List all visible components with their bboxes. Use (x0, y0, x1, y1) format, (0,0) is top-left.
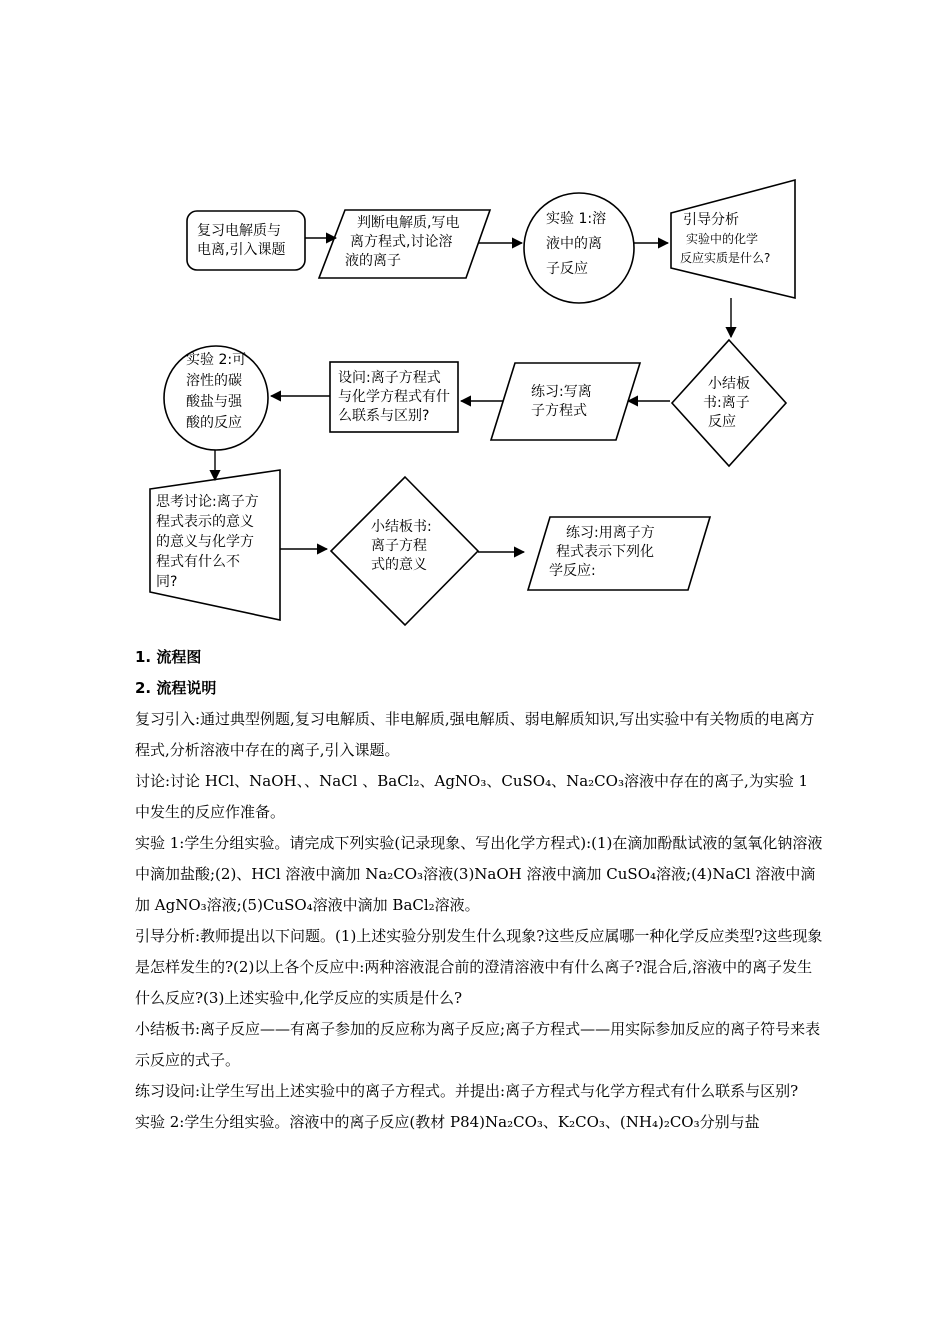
svg-text:实验 1:溶液中的离子反应: 实验 1:溶液中的离子反应 (546, 211, 607, 277)
paragraph-experiment-1: 实验 1:学生分组实验。请完成下列实验(记录现象、写出化学方程式):(1)在滴加酚酞试液的氢氧化钠溶液中滴加盐酸;(2)、HCl 溶液中滴加 Na₂CO₃溶液(3)NaOH 溶液中滴加 CuSO₄溶液;(4)NaCl 溶液中滴加 AgNO₃溶液;(5)CuSO₄溶液中滴加 BaCl₂溶液。 (135, 834, 823, 914)
node-discuss (150, 470, 280, 620)
node-practice1 (491, 363, 640, 440)
svg-text:复习电解质与电离,引入课题: 复习电解质与电离,引入课题 (197, 223, 286, 258)
svg-text:小结板书:离子反应: 小结板书:离子反应 (703, 376, 750, 430)
document-body (135, 642, 825, 1138)
paragraph-review-intro: 复习引入:通过典型例题,复习电解质、非电解质,强电解质、弱电解质知识,写出实验中有关物质的电离方程式,分析溶液中存在的离子,引入课题。 (135, 710, 815, 759)
svg-text:练习:用离子方程式表示下列化学反应:: 练习:用离子方程式表示下列化学反应: (549, 525, 655, 579)
svg-text:引导分析实验中的化学反应实质是什么?: 引导分析实验中的化学反应实质是什么? (680, 212, 771, 265)
node-review (187, 211, 305, 270)
heading-flowchart: 1. 流程图 (135, 648, 202, 666)
svg-text:思考讨论:离子方程式表示的意义的意义与化学方程式有什么不同?: 思考讨论:离子方程式表示的意义的意义与化学方程式有什么不同? (156, 494, 259, 590)
heading-flow-description: 2. 流程说明 (135, 679, 217, 697)
node-exp1 (524, 193, 634, 303)
node-question (330, 362, 458, 432)
node-practice2 (528, 517, 710, 590)
node-summary1 (672, 340, 786, 466)
paragraph-practice-question: 练习设问:让学生写出上述实验中的离子方程式。并提出:离子方程式与化学方程式有什么联系与区别? (135, 1082, 799, 1100)
node-exp2 (164, 346, 268, 450)
svg-text:练习:写离子方程式: 练习:写离子方程式 (531, 384, 592, 419)
flowchart-diagram (0, 0, 950, 640)
svg-text:判断电解质,写电离方程式,讨论溶液的离子: 判断电解质,写电离方程式,讨论溶液的离子 (345, 215, 460, 269)
paragraph-discussion: 讨论:讨论 HCl、NaOH、、NaCl 、BaCl₂、AgNO₃、CuSO₄、Na₂CO₃溶液中存在的离子,为实验 1 中发生的反应作准备。 (135, 772, 809, 821)
svg-text:小结板书:离子方程式的意义: 小结板书:离子方程式的意义 (371, 519, 432, 573)
node-summary2 (331, 477, 478, 625)
node-guide (671, 180, 795, 298)
paragraph-guided-analysis: 引导分析:教师提出以下问题。(1)上述实验分别发生什么现象?这些反应属哪一种化学反应类型?这些现象是怎样发生的?(2)以上各个反应中:两种溶液混合前的澄清溶液中有什么离子?混合后,溶液中的离子发生什么反应?(3)上述实验中,化学反应的实质是什么? (135, 927, 823, 1007)
svg-text:实验 2:可溶性的碳酸盐与强酸的反应: 实验 2:可溶性的碳酸盐与强酸的反应 (186, 352, 247, 431)
svg-text:设问:离子方程式与化学方程式有什么联系与区别?: 设问:离子方程式与化学方程式有什么联系与区别? (338, 370, 450, 424)
node-judge (319, 210, 490, 278)
paragraph-experiment-2: 实验 2:学生分组实验。溶液中的离子反应(教材 P84)Na₂CO₃、K₂CO₃、(NH₄)₂CO₃分别与盐 (135, 1113, 760, 1131)
paragraph-summary-board: 小结板书:离子反应——有离子参加的反应称为离子反应;离子方程式——用实际参加反应的离子符号来表示反应的式子。 (135, 1020, 821, 1069)
